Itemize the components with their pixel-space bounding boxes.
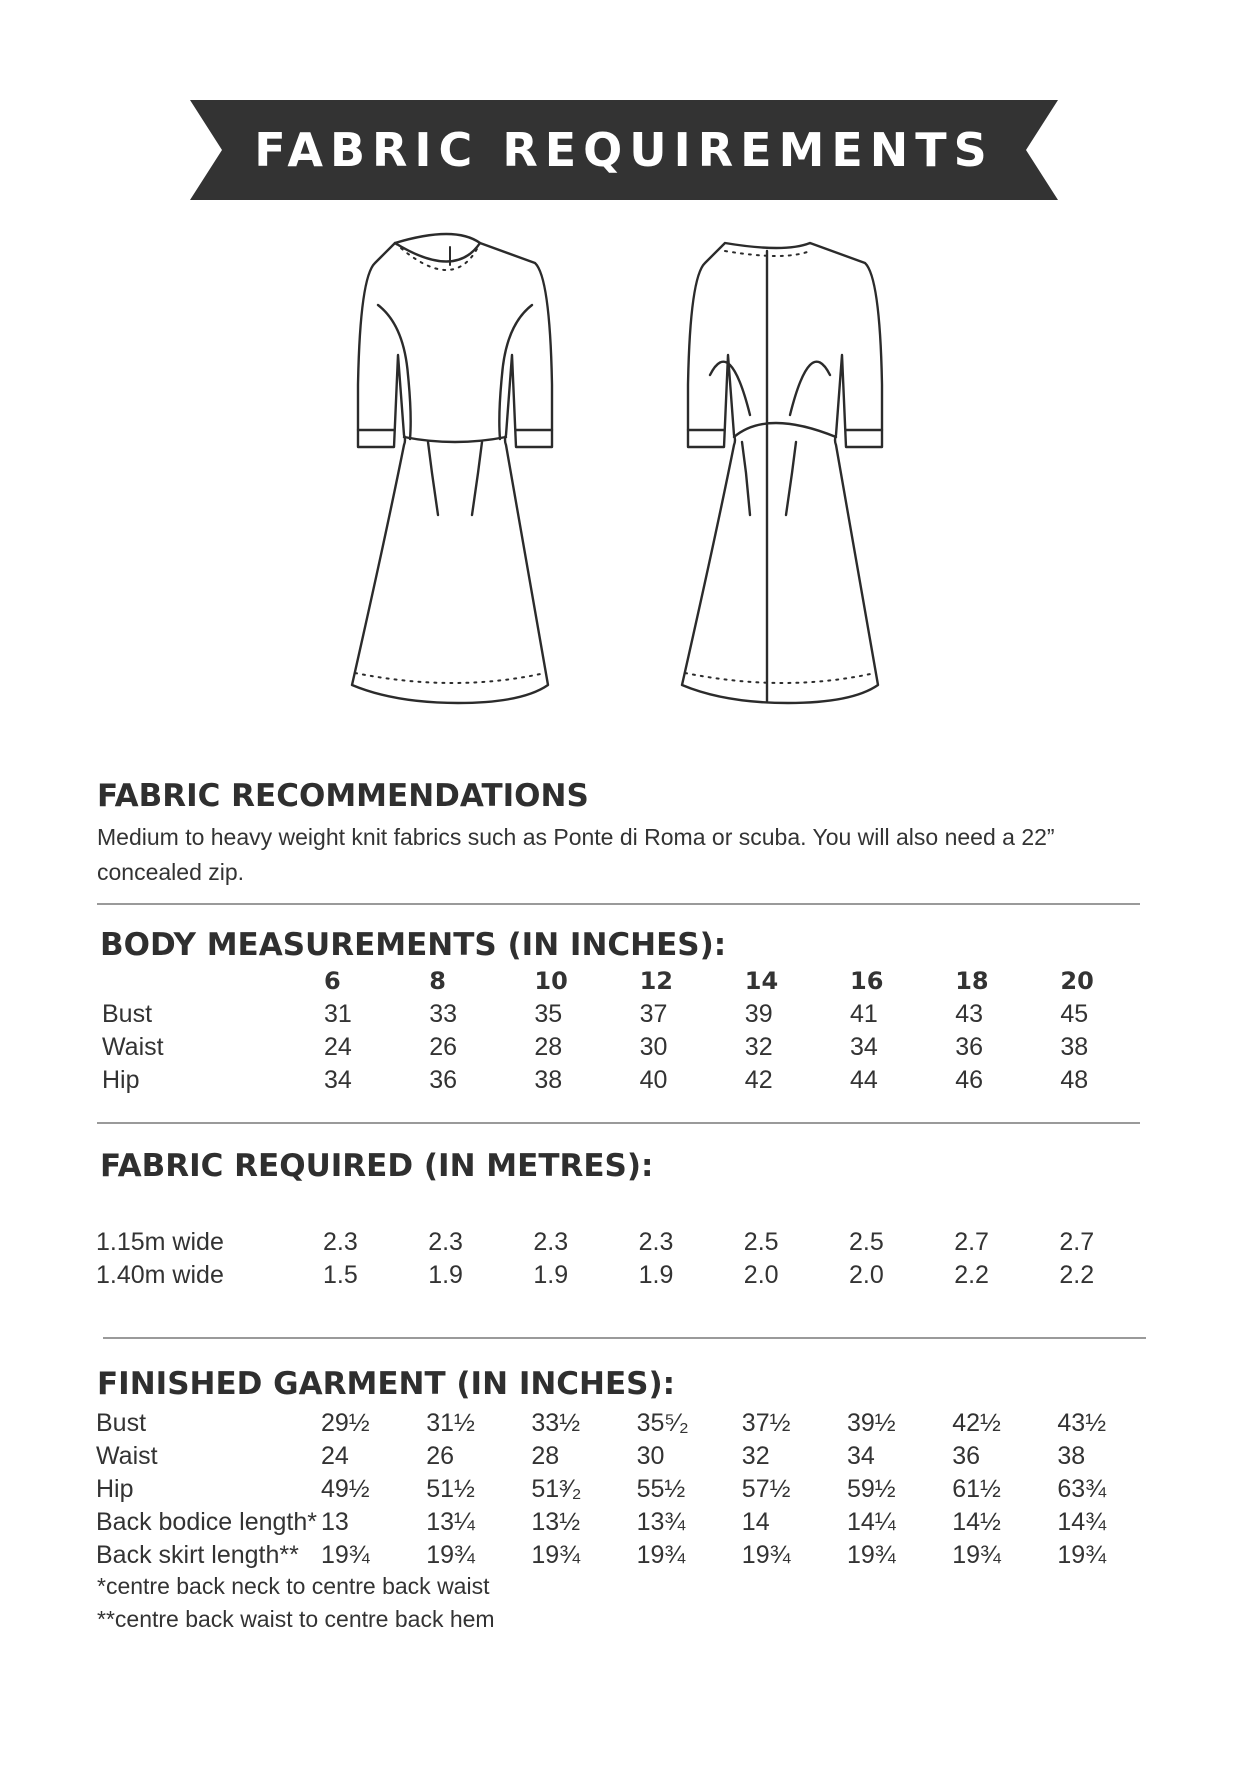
table-cell: 36 — [955, 1033, 983, 1061]
table-cell: 29½ — [321, 1409, 370, 1437]
table-cell: 37 — [639, 1000, 668, 1028]
size-header: 8 — [429, 967, 446, 995]
table-cell: 33½ — [531, 1409, 581, 1437]
table-cell: 2.7 — [1059, 1228, 1095, 1256]
table-cell: 13¼ — [426, 1508, 475, 1536]
table-cell: 31½ — [426, 1409, 475, 1437]
table-cell: 36 — [429, 1066, 457, 1094]
table-cell: 38 — [534, 1066, 563, 1094]
title-banner — [190, 100, 1058, 200]
row-label: Bust — [96, 1409, 147, 1437]
table-cell: 2.7 — [954, 1228, 989, 1256]
table-cell: 32 — [744, 1033, 773, 1061]
size-header: 6 — [324, 967, 341, 995]
table-cell: 2.0 — [743, 1261, 779, 1289]
table-cell: 2.2 — [954, 1261, 989, 1289]
table-cell: 1.9 — [638, 1261, 674, 1289]
table-cell: 2.2 — [1059, 1261, 1095, 1289]
row-label: 1.15m wide — [96, 1228, 224, 1256]
table-cell: 2.0 — [849, 1261, 884, 1289]
finished-garment-heading: FINISHED GARMENT (IN INCHES): — [97, 1366, 676, 1402]
size-header: 18 — [955, 967, 989, 995]
size-header: 12 — [639, 967, 673, 995]
footnote: *centre back neck to centre back waist — [97, 1573, 490, 1599]
table-cell: 19¾ — [426, 1541, 475, 1569]
table-cell: 19¾ — [952, 1541, 1001, 1569]
table-cell: 14¾ — [1057, 1508, 1107, 1536]
dress-illustrations — [300, 225, 950, 725]
dress-front-view-icon — [352, 234, 552, 703]
table-cell: 38 — [1057, 1442, 1086, 1470]
footnote: **centre back waist to centre back hem — [97, 1606, 495, 1632]
table-cell: 33 — [429, 1000, 457, 1028]
table-cell: 49½ — [321, 1475, 370, 1503]
table-cell: 41 — [850, 1000, 878, 1028]
table-cell: 35 — [534, 1000, 563, 1028]
dress-back-view-icon — [682, 243, 882, 703]
table-cell: 1.5 — [323, 1261, 358, 1289]
table-cell: 37½ — [741, 1409, 791, 1437]
page-title: FABRIC REQUIREMENTS — [254, 123, 994, 177]
table-cell: 34 — [847, 1442, 875, 1470]
table-cell: 13½ — [531, 1508, 581, 1536]
row-label: Back bodice length* — [96, 1508, 317, 1536]
table-cell: 24 — [324, 1033, 352, 1061]
size-header: 20 — [1060, 967, 1094, 995]
row-label: Hip — [102, 1066, 140, 1094]
row-label: 1.40m wide — [96, 1261, 224, 1289]
row-label: Waist — [102, 1033, 164, 1061]
table-cell: 19¾ — [847, 1541, 896, 1569]
fabric-required-heading: FABRIC REQUIRED (IN METRES): — [100, 1148, 654, 1184]
table-cell: 55½ — [636, 1475, 686, 1503]
table-cell: 46 — [955, 1066, 983, 1094]
table-cell: 57½ — [741, 1475, 791, 1503]
table-cell: 36 — [952, 1442, 980, 1470]
table-cell: 1.9 — [533, 1261, 569, 1289]
table-cell: 19¾ — [741, 1541, 791, 1569]
table-cell: 44 — [850, 1066, 878, 1094]
table-cell: 39½ — [847, 1409, 896, 1437]
table-cell: 40 — [639, 1066, 668, 1094]
table-cell: 42 — [744, 1066, 773, 1094]
size-header: 16 — [850, 967, 884, 995]
table-cell: 43 — [955, 1000, 983, 1028]
divider — [97, 903, 1140, 905]
table-cell: 2.3 — [323, 1228, 358, 1256]
fabric-recommendations-text: Medium to heavy weight knit fabrics such as Ponte di Roma or scuba. You will also need a 22” concealed zip. — [97, 824, 1055, 885]
table-cell: 34 — [850, 1033, 878, 1061]
table-cell: 19¾ — [1057, 1541, 1107, 1569]
table-cell: 19¾ — [636, 1541, 686, 1569]
table-cell: 2.3 — [428, 1228, 463, 1256]
table-cell: 31 — [324, 1000, 352, 1028]
table-cell: 39 — [744, 1000, 773, 1028]
table-cell: 28 — [534, 1033, 563, 1061]
table-cell: 32 — [741, 1442, 770, 1470]
table-cell: 45 — [1060, 1000, 1089, 1028]
table-cell: 26 — [429, 1033, 457, 1061]
table-cell: 26 — [426, 1442, 454, 1470]
table-cell: 30 — [636, 1442, 665, 1470]
divider — [97, 1122, 1140, 1124]
table-cell: 34 — [324, 1066, 352, 1094]
table-cell: 2.3 — [638, 1228, 674, 1256]
body-measurements-heading: BODY MEASUREMENTS (IN INCHES): — [100, 927, 727, 963]
table-cell: 2.3 — [533, 1228, 569, 1256]
divider — [103, 1337, 1146, 1339]
table-cell: 14½ — [952, 1508, 1001, 1536]
table-cell: 35⁵⁄₂ — [636, 1409, 689, 1437]
table-cell: 30 — [639, 1033, 668, 1061]
table-cell: 63¾ — [1057, 1475, 1107, 1503]
table-cell: 2.5 — [743, 1228, 779, 1256]
table-cell: 51½ — [426, 1475, 475, 1503]
table-cell: 59½ — [847, 1475, 896, 1503]
fabric-recommendations-heading: FABRIC RECOMMENDATIONS — [97, 778, 589, 814]
table-cell: 61½ — [952, 1475, 1001, 1503]
size-header: 14 — [744, 967, 779, 995]
table-cell: 1.9 — [428, 1261, 463, 1289]
table-cell: 19¾ — [531, 1541, 581, 1569]
row-label: Bust — [102, 1000, 153, 1028]
table-cell: 14¼ — [847, 1508, 896, 1536]
row-label: Waist — [96, 1442, 158, 1470]
table-cell: 42½ — [952, 1409, 1001, 1437]
table-cell: 48 — [1060, 1066, 1089, 1094]
table-cell: 2.5 — [849, 1228, 884, 1256]
size-header: 10 — [534, 967, 568, 995]
table-cell: 28 — [531, 1442, 560, 1470]
table-cell: 24 — [321, 1442, 349, 1470]
table-cell: 38 — [1060, 1033, 1089, 1061]
table-cell: 51³⁄₂ — [531, 1475, 582, 1503]
table-cell: 19¾ — [321, 1541, 370, 1569]
table-cell: 14 — [741, 1508, 770, 1536]
row-label: Hip — [96, 1475, 134, 1503]
table-cell: 13¾ — [636, 1508, 686, 1536]
table-cell: 13 — [321, 1508, 349, 1536]
row-label: Back skirt length** — [96, 1541, 299, 1569]
table-cell: 43½ — [1057, 1409, 1107, 1437]
